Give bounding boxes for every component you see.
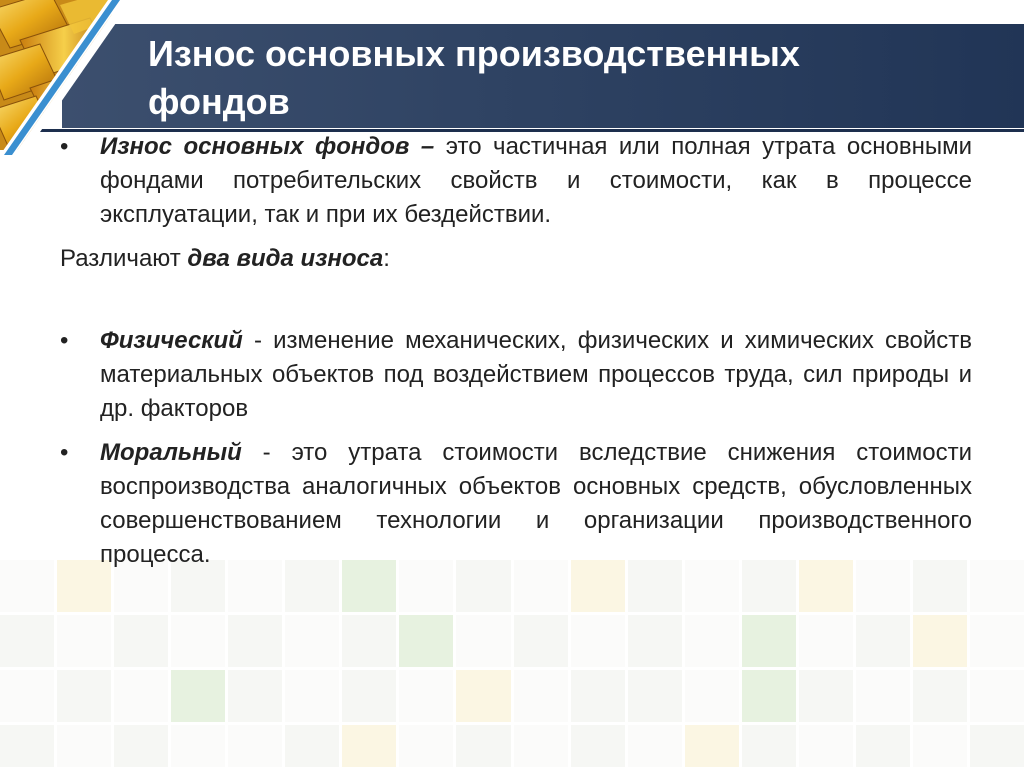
type-text: - изменение механических, физических и химических свойств материальных объектов под воздействием процессов труда, сил природы и др. факторов (100, 327, 972, 422)
intro-prefix: Различают (60, 245, 188, 272)
background-mosaic (0, 560, 1024, 767)
type-item-physical (60, 324, 972, 426)
slide-title (148, 30, 988, 126)
intro-line (60, 242, 972, 276)
slide-title-line-1: Износ основных производственных (148, 33, 800, 74)
type-text: - это утрата стоимости вследствие снижения стоимости воспроизводства аналогичных объектов основных средств, обусловленных совершенствованием технологии и организации производственного процесса. (100, 439, 972, 568)
bullet: • (60, 439, 69, 466)
slide-content (60, 130, 972, 582)
bullet: • (60, 327, 69, 354)
definition-text: это частичная или полная утрата основными фондами потребительских свойств и стоимости, как в процессе эксплуатации, так и при их бездействии. (100, 133, 972, 228)
type-term: Физический (100, 327, 243, 354)
bullet: • (60, 133, 69, 160)
definition-term: Износ основных фондов – (100, 133, 435, 160)
intro-emphasis: два вида износа (187, 245, 384, 272)
type-item-moral (60, 436, 972, 572)
type-term: Моральный (100, 439, 242, 466)
definition-item (60, 130, 972, 232)
slide-title-line-2: фондов (148, 81, 290, 122)
intro-suffix: : (383, 245, 390, 272)
